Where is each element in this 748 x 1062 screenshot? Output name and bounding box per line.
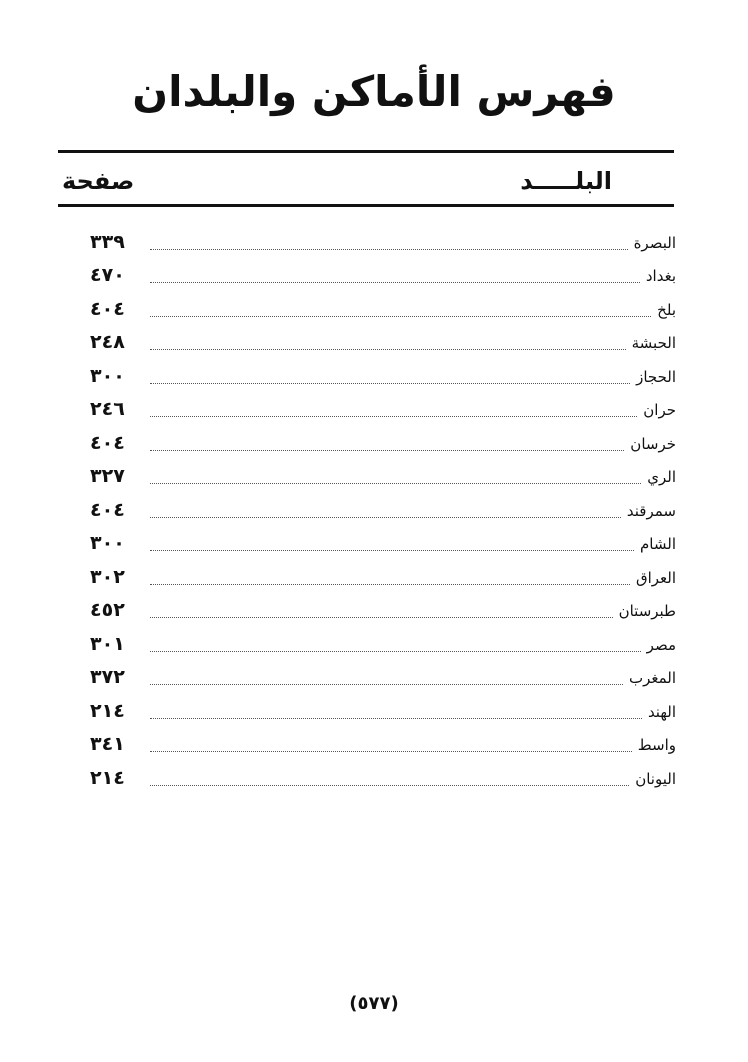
index-entry (90, 524, 676, 558)
entry-place-name: البصرة (633, 233, 676, 252)
index-entry (90, 323, 676, 357)
dot-leader (150, 415, 637, 417)
index-entry (90, 256, 676, 290)
entry-page-number: ٤٧٠ (90, 264, 125, 286)
entry-place-name: الحبشة (631, 334, 676, 352)
entry-page-number: ٤٥٢ (90, 599, 125, 621)
dot-leader (150, 616, 613, 618)
index-entry (90, 658, 676, 692)
dot-leader (150, 549, 634, 551)
entry-place-name: سمرقند (626, 501, 676, 520)
page-title: فهرس الأماكن والبلدان (132, 67, 616, 116)
dot-leader (150, 717, 642, 719)
index-entry (90, 591, 676, 625)
entry-place-name: بغداد (645, 267, 676, 285)
index-entry (90, 758, 676, 792)
index-entry (90, 624, 676, 658)
entry-page-number: ٤٠٤ (90, 498, 125, 521)
index-entry (90, 691, 676, 725)
entry-page-number: ٣٠١ (90, 632, 125, 655)
index-entry (90, 289, 676, 323)
index-entry (90, 457, 676, 491)
dot-leader (150, 683, 623, 685)
index-entry (90, 423, 676, 457)
entry-page-number: ٣٤١ (90, 733, 125, 755)
index-list (90, 222, 676, 792)
dot-leader (150, 482, 641, 484)
entry-page-number: ٣٠٠ (90, 364, 125, 387)
entry-page-number: ٣٢٧ (90, 465, 125, 487)
entry-place-name: الري (647, 468, 676, 486)
entry-page-number: ٣٣٩ (90, 230, 125, 253)
entry-page-number: ٣٠٠ (90, 532, 125, 554)
entry-page-number: ٣٧٢ (90, 666, 125, 688)
entry-page-number: ٢٤٦ (90, 398, 125, 420)
dot-leader (150, 750, 632, 752)
entry-place-name: طبرستان (618, 602, 676, 620)
dot-leader (150, 784, 629, 786)
dot-leader (150, 382, 630, 384)
entry-page-number: ٢١٤ (90, 699, 125, 722)
dot-leader (150, 449, 624, 451)
entry-place-name: اليونان (635, 769, 676, 788)
entry-place-name: واسط (637, 736, 676, 754)
entry-place-name: الحجاز (636, 367, 676, 386)
entry-place-name: بلخ (657, 300, 676, 319)
dot-leader (150, 315, 651, 317)
column-header-country: البلـــــد (520, 167, 612, 195)
entry-place-name: حران (643, 401, 676, 419)
entry-page-number: ٤٠٤ (90, 297, 125, 320)
dot-leader (150, 348, 626, 350)
entry-page-number: ٢٤٨ (90, 331, 125, 353)
page-number: (٥٧٧) (349, 993, 399, 1014)
entry-place-name: العراق (635, 568, 676, 587)
header-rule-bottom (58, 204, 674, 207)
dot-leader (150, 650, 641, 652)
dot-leader (150, 583, 630, 585)
entry-place-name: مصر (646, 635, 676, 654)
dot-leader (150, 248, 628, 250)
entry-page-number: ٤٠٤ (90, 431, 125, 454)
entry-place-name: خرسان (630, 434, 676, 453)
index-entry (90, 390, 676, 424)
index-entry (90, 356, 676, 390)
entry-place-name: المغرب (628, 669, 676, 687)
index-entry (90, 725, 676, 759)
dot-leader (150, 281, 640, 283)
index-entry (90, 222, 676, 256)
entry-place-name: الهند (647, 702, 676, 721)
entry-page-number: ٣٠٢ (90, 565, 125, 588)
entry-place-name: الشام (640, 535, 676, 553)
index-entry (90, 490, 676, 524)
dot-leader (150, 516, 621, 518)
index-entry (90, 557, 676, 591)
entry-page-number: ٢١٤ (90, 766, 125, 789)
column-header-page: صفحة (62, 167, 135, 195)
header-rule-top (58, 150, 674, 153)
